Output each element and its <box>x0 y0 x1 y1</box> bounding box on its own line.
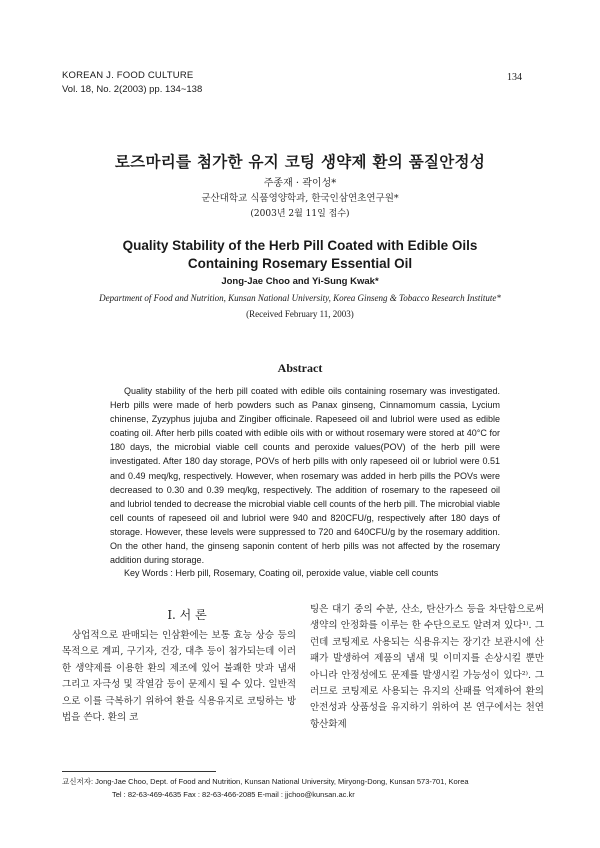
abstract-body <box>110 384 500 567</box>
left-column-text: 상업적으로 판매되는 인삼환에는 보통 효능 상승 등의 목적으로 계피, 구기자, 건강, 대추 등이 첨가되는데 이러한 생약제를 이용한 환의 제조에 있어 불쾌한 맛과 냄새 그리고 자극성 및 작열감 등이 문제시 될 수 있다. 일반적으로 이를 극복하기 위하여 환을 식용유지로 코팅하는 방법을 쓴다. 환의 코 <box>62 630 296 724</box>
korean-affiliation: 군산대학교 식품영양학과, 한국인삼연초연구원* <box>201 193 399 204</box>
english-authors: Jong-Jae Choo and Yi-Sung Kwak* <box>221 276 379 287</box>
body-column-left <box>62 628 296 726</box>
abstract-text: Quality stability of the herb pill coated with edible oils containing rosemary was investigated. Herb pills were made of herb powders such as Panax ginseng, Cinnamomum cassia, Lycium chinense, Zyzyphus jujuba and Zingiber officinale. Rapeseed oil and lubriol were used as edible coating oil. After herb pills coated with edible oils with or without rosemary were stored at 40°C for 180 days, the microbial viable cell counts and peroxide values(POV) of the herb pill were investigated. After 180 day storage, POVs of herb pills with only rapeseed oil or lubriol were 0.51 and 0.49 meq/kg, respectively. However, when rosemary was added in herb pills the POVs were decreased to 0.30 and 0.39 meq/kg, respectively. The addition of rosemary to the rapeseed oil and lubriol tended to decrease the microbial viable cell counts of the herb pill. The microbial viable cell counts of rapeseed oil and lubriol were 940 and 820CFU/g, respectively after 180 days of storage. However, these levels were suppressed to 720 and 640CFU/g by the rosemary addition. On the other hand, the ginseng saponin content of herb pills was not affected by the rosemary addition during storage. <box>110 386 500 566</box>
journal-name: KOREAN J. FOOD CULTURE <box>62 70 194 81</box>
body-column-right <box>310 602 544 733</box>
abstract-heading: Abstract <box>277 361 323 375</box>
korean-received-date: (2003년 2월 11일 접수) <box>250 209 350 219</box>
footnote-correspondence: 교신저자: Jong-Jae Choo, Dept. of Food and Nutrition, Kunsan National University, Miryong-Dong, Kunsan 573-701, Korea <box>62 777 469 786</box>
korean-authors: 주종재 · 곽이성* <box>263 178 337 189</box>
volume-info: Vol. 18, No. 2(2003) pp. 134~138 <box>62 84 203 95</box>
english-received-date: (Received February 11, 2003) <box>246 309 354 319</box>
english-title-line2: Containing Rosemary Essential Oil <box>187 256 413 271</box>
right-column-text: 팅은 대기 중의 수분, 산소, 탄산가스 등을 차단함으로써 생약의 안정화를 이루는 한 수단으로도 알려져 있다¹⁾. 그런데 코팅제로 사용되는 식용유지는 장기간 보관시에 산패가 발생하여 제품의 냄새 및 이미지를 손상시킬 뿐만 아니라 안정성에도 문제를 발생시킬 가능성이 있다²⁾. 그러므로 코팅제로 사용되는 유지의 산패를 억제하여 환의 안전성과 상품성을 유지하기 위하여 본 연구에서는 천연항산화제 <box>310 604 544 730</box>
korean-title: 로즈마리를 첨가한 유지 코팅 생약제 환의 품질안정성 <box>114 153 486 171</box>
page-number: 134 <box>507 72 522 83</box>
section-heading: I. 서 론 <box>167 608 207 622</box>
footnote-divider <box>62 771 216 772</box>
english-affiliation: Department of Food and Nutrition, Kunsan National University, Korea Ginseng & Tobacco Research Institute* <box>99 293 501 303</box>
english-title-line1: Quality Stability of the Herb Pill Coated with Edible Oils <box>122 238 478 253</box>
footnote-contact: Tel : 82-63-469-4635 Fax : 82-63-466-2085 E-mail : jjchoo@kunsan.ac.kr <box>112 790 355 799</box>
keywords: Key Words : Herb pill, Rosemary, Coating oil, peroxide value, viable cell counts <box>124 568 439 578</box>
